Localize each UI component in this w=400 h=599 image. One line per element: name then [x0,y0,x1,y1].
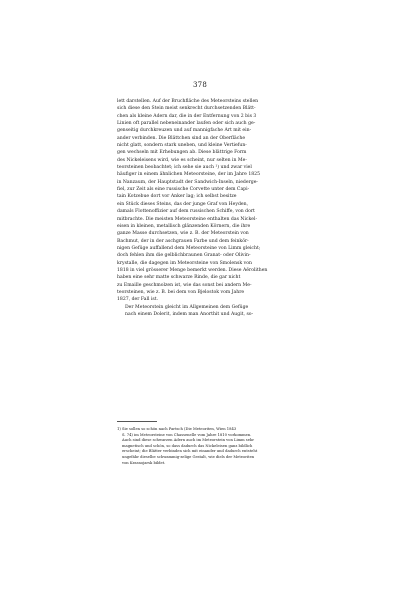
text-line: eisen in kleinen, metallisch glänzenden Körnern, die ihre [117,223,251,229]
text-line: sich diese den Stein meist senkrecht durchsetzenden Blätt- [117,106,256,112]
text-line: nigen Gefüge auffallend dem Meteorsteine von Limm gleicht; [117,245,261,251]
text-line: 1) Sie sollen so schön nach Partsch (Die Meteoriten, Wien 1843 [117,427,237,431]
text-line: ander verbinden. Die Blättchen sind an der Oberfläche [117,135,246,141]
text-line: ganze Masse durchsetzen, wie z. B. der Meteorstein von [117,231,249,237]
text-line: S. 74) im Meteorsteine von Chassenelle vom Jahre 1810 vorkommen. [122,432,252,437]
text-line: gen wechseln mit Erhebungen ab. Diese blättrige Form [117,150,247,156]
text-line: 1827, der Fall ist. [117,297,159,303]
text-line: genseitig durchkreuzen und auf mannigfache Art mit ein- [117,128,252,134]
paragraph-1 [117,98,289,304]
text-line: haben eine sehr matte schwarze Rinde, die gar nicht [117,275,241,281]
text-line: ungefähr dieselbe schwammig-zelige Gestalt, wie diels der Meteoriten [122,454,255,459]
text-line: häufiger in einem ähnlichen Meteorsteine, der im Jahre 1825 [117,172,261,178]
text-line: nicht glatt, sondern stark uneben, und kleine Vertiefun- [117,143,247,149]
text-line: des Nickeleisens wird, wie es scheint, nur selten in Me- [117,157,247,163]
paragraph-2 [117,304,289,319]
text-line: erscheint; die Blätter verbinden sich mit einander und dadurch entsteht [122,449,258,454]
text-line: damals Flottenoffizier auf dem russischen Schiffe, von dort [117,209,255,215]
footnote-rule [117,421,157,422]
body-text [117,98,289,318]
text-line: Der Meteorstein gleicht im Allgemeinen dem Gefüge [125,304,249,310]
text-line: doch fehlen ihm die gelblichbraunen Granat- oder Olivin- [117,253,251,259]
text-line: chen als kleine Adern dar, die in der Entfernung von 2 bis 3 [117,113,257,119]
text-line: fiel, zur Zeit als eine russische Corvette unter dem Capi- [117,187,250,193]
text-line: nach einem Dolerit, indem man Anorthit und Augit, so- [125,311,254,317]
text-line: lett darstellen. Auf der Bruchfläche des Meteorsteins stellen [117,99,259,104]
text-line: Auch sind diese schwarzen Adern auch im Meteorstein von Limm sehr [122,438,255,443]
text-line: krystalle, die dagegen im Meteorsteine von Smolensk von [117,260,252,266]
text-line: teorsteinen beobachtet; ich sehe sie auch ¹) und zwar viel [117,165,252,171]
text-line: 1818 in viel grösserer Menge bemerkt werden. Diese Aërolithen [117,267,268,273]
text-line: teorsteinen, wie z. B. bei dem von Bjelostok vom Jahre [117,289,245,295]
text-line: Bachmut, der in der aschgrauen Farbe und dem feinkör- [117,238,249,244]
text-line: Linien oft parallel nebeneinander laufen oder sich auch ge- [117,121,256,127]
text-line: mitbrachte. Die meisten Meteorsteine enthalten das Nickel- [117,216,258,222]
text-line: ein Stück dieses Steins, das der junge Graf von Heyden, [117,201,249,207]
text-line: tain Kotzebue dort vor Anker lag; ich selbst besitze [117,194,237,200]
text-line: magnetisch und schön, so dass dadurch das Nickeleisen ganz bildlich [122,443,253,448]
page-number: 378 [193,81,207,89]
footnote [117,427,289,466]
text-line: zu Emaille geschmolzen ist, wie das sonst bei andern Me- [117,282,252,288]
text-line: von Krasnojarsk bildet. [122,460,166,465]
text-line: in Nanzaum, der Hauptstadt der Sandwich-Inseln, niederge- [117,179,258,185]
